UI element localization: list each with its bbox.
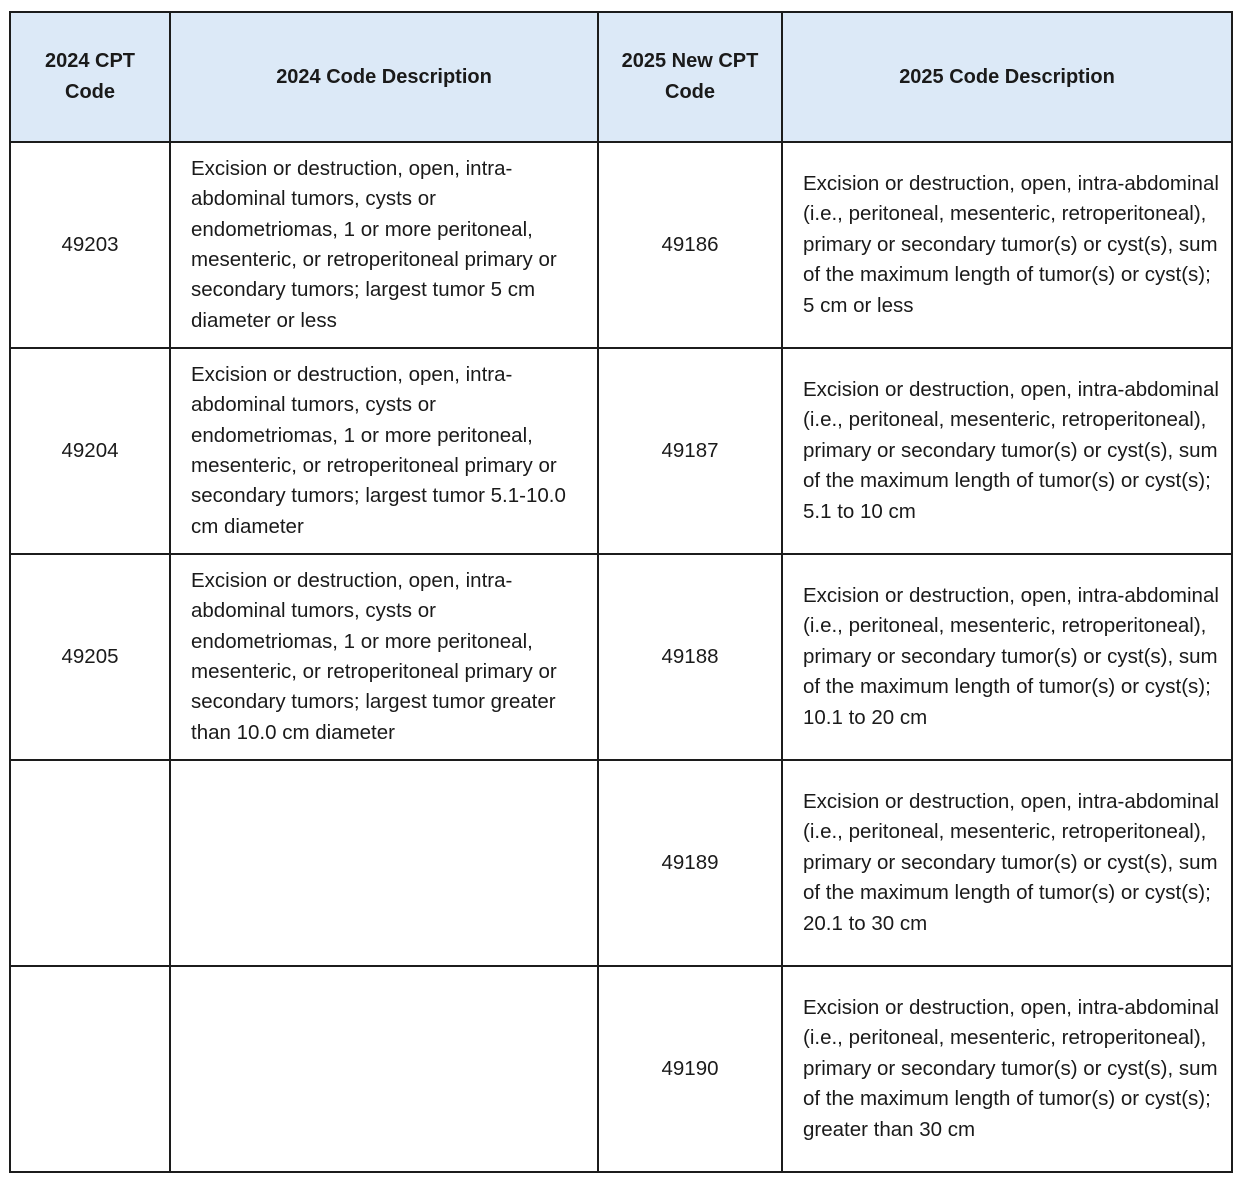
table-row: [10, 966, 1232, 1172]
cell-2025-description: Excision or destruction, open, intra-abdominal (i.e., peritoneal, mesenteric, retroperitoneal), primary or secondary tumor(s) or cyst(s), sum of the maximum length of tumor(s) or cyst(s); 10.1 to 20 cm: [782, 554, 1232, 760]
cell-2025-description: Excision or destruction, open, intra-abdominal (i.e., peritoneal, mesenteric, retroperitoneal), primary or secondary tumor(s) or cyst(s), sum of the maximum length of tumor(s) or cyst(s); 5.1 to 10 cm: [782, 348, 1232, 554]
cell-2025-description: Excision or destruction, open, intra-abdominal (i.e., peritoneal, mesenteric, retroperitoneal), primary or secondary tumor(s) or cyst(s), sum of the maximum length of tumor(s) or cyst(s); 5 cm or less: [782, 142, 1232, 348]
cell-2024-description: [170, 966, 598, 1172]
cell-2024-code: 49204: [10, 348, 170, 554]
header-2024-code-description: 2024 Code Description: [170, 12, 598, 142]
cell-2025-code: 49186: [598, 142, 782, 348]
cell-2025-code: 49189: [598, 760, 782, 966]
table-header-row: [10, 12, 1232, 142]
cpt-code-comparison-table: [9, 11, 1233, 1173]
cell-2024-code: [10, 760, 170, 966]
cell-2024-description: Excision or destruction, open, intra-abdominal tumors, cysts or endometriomas, 1 or more peritoneal, mesenteric, or retroperitoneal primary or secondary tumors; largest tumor greater than 10.0 cm diameter: [170, 554, 598, 760]
cell-2024-code: [10, 966, 170, 1172]
header-2024-cpt-code: 2024 CPT Code: [10, 12, 170, 142]
table-row: [10, 348, 1232, 554]
cell-2024-code: 49205: [10, 554, 170, 760]
table-row: [10, 142, 1232, 348]
cell-2025-code: 49190: [598, 966, 782, 1172]
table-row: [10, 760, 1232, 966]
cell-2025-code: 49187: [598, 348, 782, 554]
cell-2024-description: [170, 760, 598, 966]
cell-2024-code: 49203: [10, 142, 170, 348]
cell-2025-code: 49188: [598, 554, 782, 760]
cell-2024-description: Excision or destruction, open, intra-abdominal tumors, cysts or endometriomas, 1 or more peritoneal, mesenteric, or retroperitoneal primary or secondary tumors; largest tumor 5.1-10.0 cm diameter: [170, 348, 598, 554]
cell-2025-description: Excision or destruction, open, intra-abdominal (i.e., peritoneal, mesenteric, retroperitoneal), primary or secondary tumor(s) or cyst(s), sum of the maximum length of tumor(s) or cyst(s); greater than 30 cm: [782, 966, 1232, 1172]
table-row: [10, 554, 1232, 760]
header-2025-new-cpt-code: 2025 New CPT Code: [598, 12, 782, 142]
cell-2025-description: Excision or destruction, open, intra-abdominal (i.e., peritoneal, mesenteric, retroperitoneal), primary or secondary tumor(s) or cyst(s), sum of the maximum length of tumor(s) or cyst(s); 20.1 to 30 cm: [782, 760, 1232, 966]
header-2025-code-description: 2025 Code Description: [782, 12, 1232, 142]
cell-2024-description: Excision or destruction, open, intra-abdominal tumors, cysts or endometriomas, 1 or more peritoneal, mesenteric, or retroperitoneal primary or secondary tumors; largest tumor 5 cm diameter or less: [170, 142, 598, 348]
